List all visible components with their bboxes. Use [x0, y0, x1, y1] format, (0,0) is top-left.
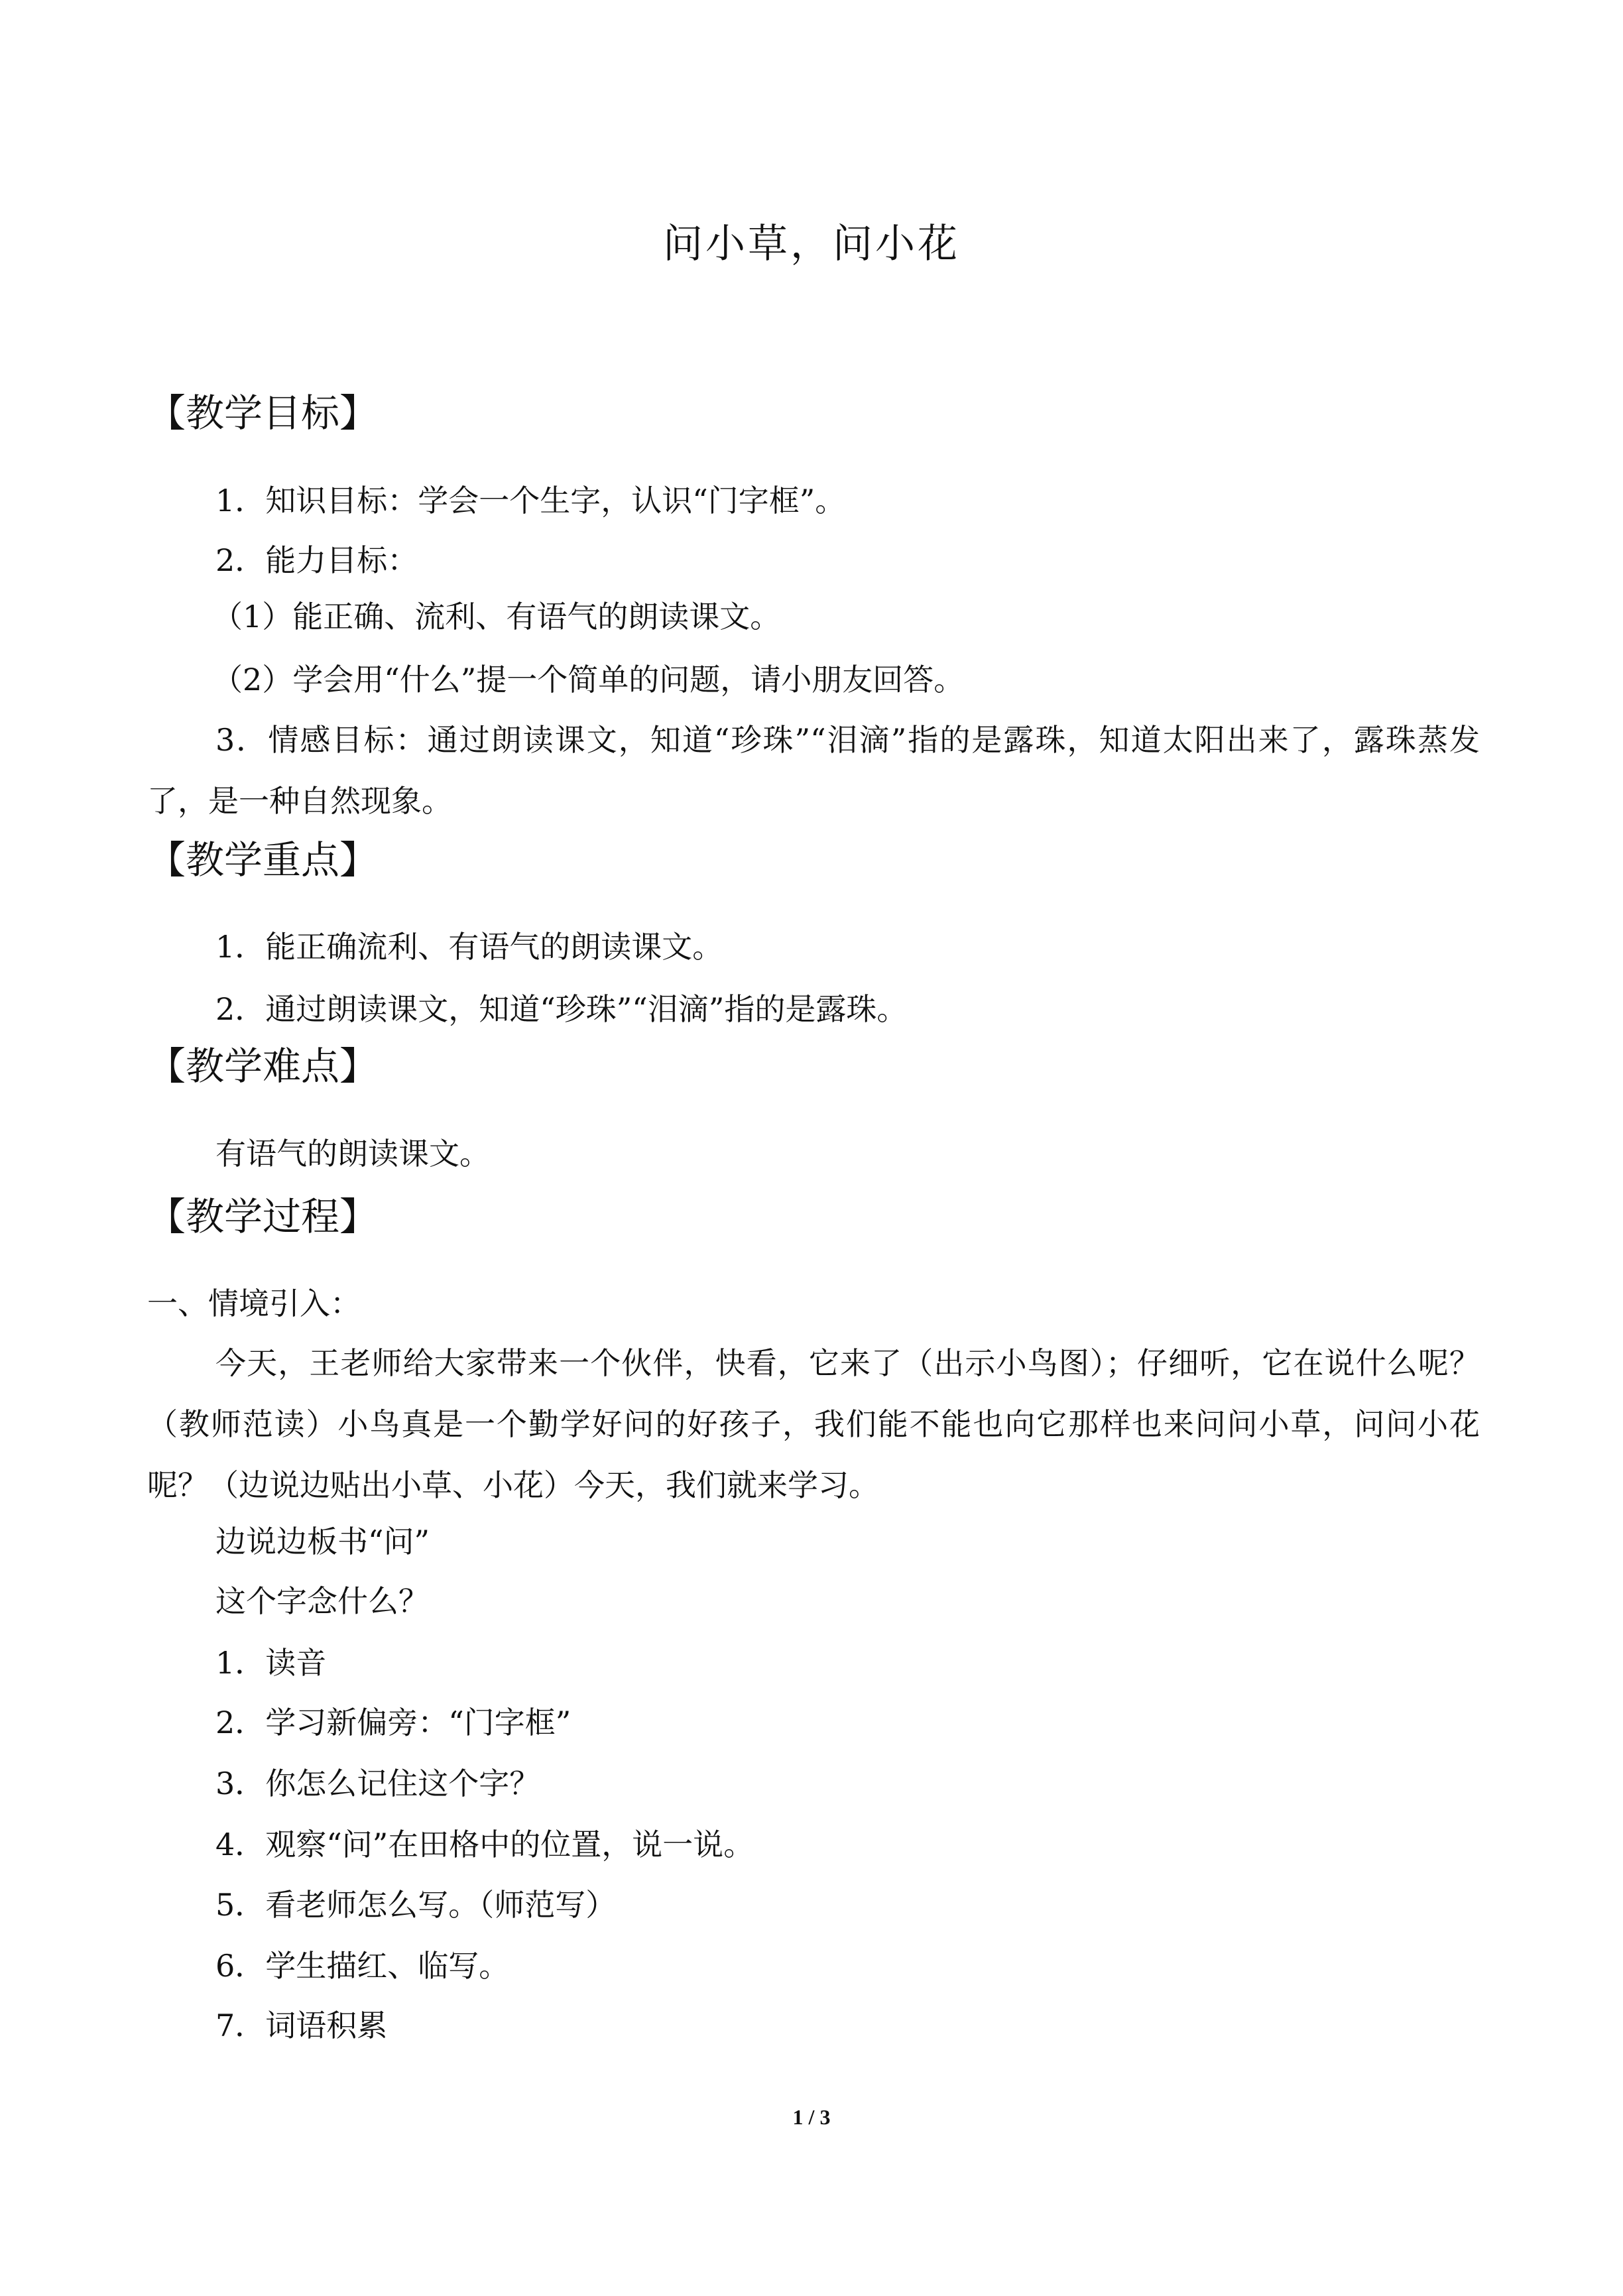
process-board-note: 边说边板书“问” [215, 1524, 430, 1559]
goal-item-2b: （2）学会用“什么”提一个简单的问题，请小朋友回答。 [212, 662, 965, 697]
process-step: 7．词语积累 [215, 2008, 388, 2043]
key-point-item-1: 1．能正确流利、有语气的朗读课文。 [215, 929, 723, 965]
section-heading-difficulties: 【教学难点】 [147, 1044, 379, 1089]
difficulty-item-1: 有语气的朗读课文。 [215, 1136, 490, 1172]
goal-item-1: 1．知识目标：学会一个生字，认识“门字框”。 [215, 483, 846, 518]
process-step: 4．观察“问”在田格中的位置，说一说。 [215, 1827, 754, 1862]
process-step: 5．看老师怎么写。（师范写） [215, 1887, 617, 1923]
section-heading-key-points: 【教学重点】 [147, 837, 379, 882]
process-part1-title: 一、情境引入： [147, 1286, 361, 1321]
process-intro-paragraph: 今天，王老师给大家带来一个伙伴，快看，它来了（出示小鸟图）；仔细听，它在说什么呢？（教师范读）小鸟真是一个勤学好问的好孩子，我们能不能也向它那样也来问问小草，问问小花呢？（边说边贴出小草、小花）今天，我们就来学习。 [147, 1345, 1480, 1503]
key-point-item-2: 2．通过朗读课文，知道“珍珠”“泪滴”指的是露珠。 [215, 991, 908, 1027]
process-step: 6．学生描红、临写。 [215, 1948, 510, 1984]
process-question: 这个字念什么？ [215, 1583, 429, 1619]
process-step: 1．读音 [215, 1645, 327, 1681]
goal-item-2a: （1）能正确、流利、有语气的朗读课文。 [212, 599, 781, 634]
page-title: 问小草，问小花 [663, 221, 960, 267]
page-number: 1 / 3 [792, 2105, 831, 2129]
section-heading-process: 【教学过程】 [147, 1194, 379, 1239]
goal-item-3: 3．情感目标：通过朗读课文，知道“珍珠”“泪滴”指的是露珠，知道太阳出来了，露珠蒸发了，是一种自然现象。 [147, 722, 1480, 819]
process-step: 2．学习新偏旁：“门字框” [215, 1705, 571, 1740]
process-step: 3．你怎么记住这个字？ [215, 1766, 540, 1801]
goal-item-2: 2．能力目标： [215, 542, 418, 578]
section-heading-goals: 【教学目标】 [147, 391, 379, 436]
